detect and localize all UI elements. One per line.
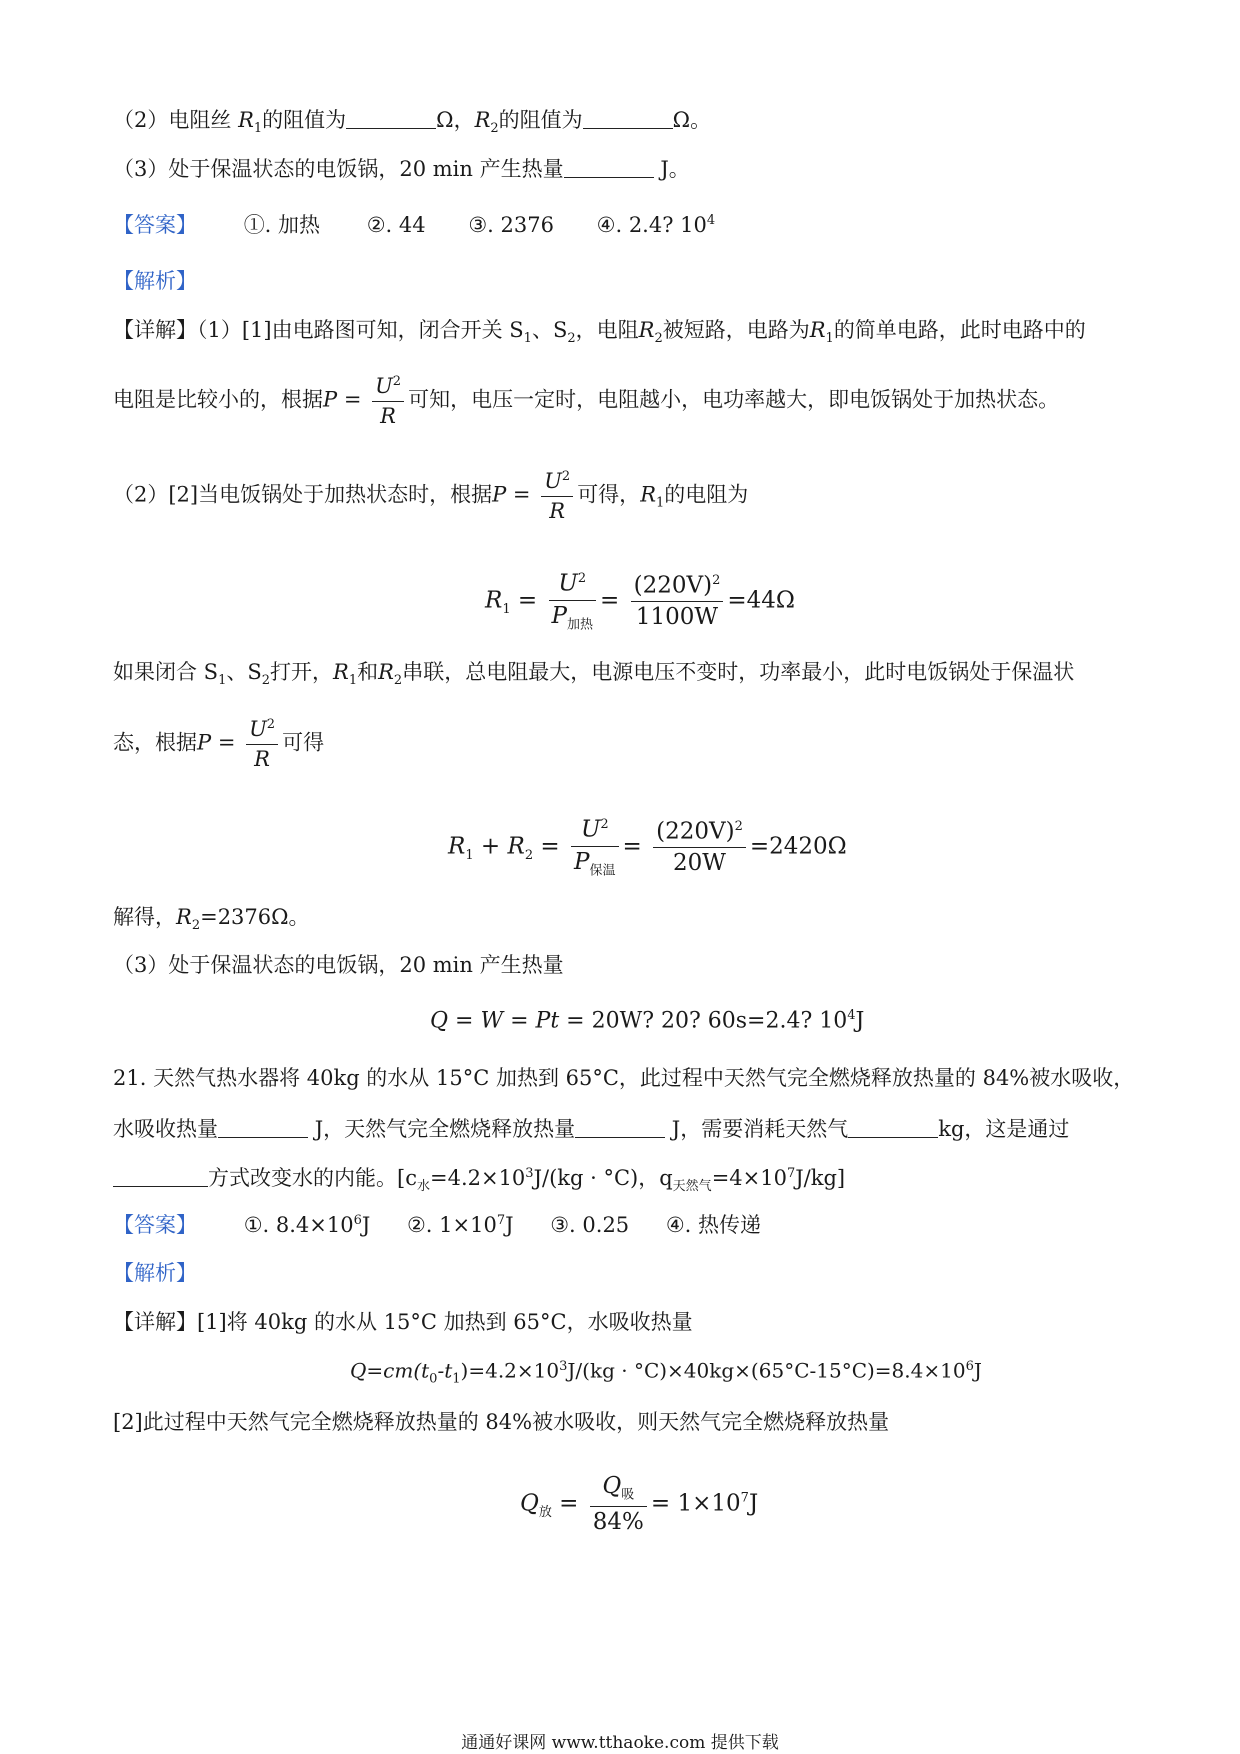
equation-r1-r2: $R_1 + R_2$ = $\frac{U^2}{P_{保温}}$ = $\frac{(220V)^2}{20W}$ =2420Ω <box>448 816 847 879</box>
q21-equation-2: $Q_放$ = $\frac{Q_吸}{84\%}$ = $1\times 10^7J$ <box>520 1473 759 1535</box>
answer-blank[interactable] <box>113 1166 208 1187</box>
answer-blank[interactable] <box>218 1117 308 1138</box>
q20-part3: （3）处于保温状态的电饭锅，20 min 产生热量 J。 <box>113 157 690 181</box>
answer-tag: 【答案】 <box>113 213 197 237</box>
page-footer: 通通好课网 www.tthaoke.com 提供下载 <box>461 1733 779 1753</box>
q20-detail-4: 如果闭合 $S_1$、$S_2$打开，$R_1$和$R_2$串联，总电阻最大，电源电压不变时，功率最小，此时电饭锅处于保温状 <box>113 660 1075 689</box>
answer-blank[interactable] <box>583 108 673 129</box>
q21-answer: 【答案】 ①. $8.4\times 10^6J$ ②. $1\times 10^7J$ ③. 0.25 ④. 热传递 <box>113 1213 762 1237</box>
analysis-tag: 【解析】 <box>113 269 197 293</box>
q20-detail-2: 电阻是比较小的，根据P = $\frac{U^2}{R}$ 可知，电压一定时，电阻越小，电功率越大，即电饭锅处于加热状态。 <box>113 374 1060 428</box>
equation-r1: $R_1$ = $\frac{U^2}{P_{加热}}$ = $\frac{(220V)^2}{1100W}$ =44Ω <box>485 570 795 633</box>
q21-stem-3: 方式改变水的内能。[$c_水=4.2\times 10^3J/(kg \cdot ^\circ C)$，$q_{天然气}=4\times 10^7J/kg$] <box>113 1166 845 1193</box>
q21-stem-1: 21. 天然气热水器将 40kg 的水从 15°C 加热到 65°C，此过程中天然气完全燃烧释放热量的 84%被水吸收， <box>113 1066 1135 1090</box>
q20-detail-1: 【详解】（1）[1]由电路图可知，闭合开关 $S_1$、$S_2$，电阻$R_2$被短路，电路为$R_1$的简单电路，此时电路中的 <box>113 318 1086 347</box>
q21-stem-2: 水吸收热量 J，天然气完全燃烧释放热量 J，需要消耗天然气 kg，这是通过 <box>113 1117 1070 1141</box>
answer-blank[interactable] <box>575 1117 665 1138</box>
power-formula: $\frac{U^2}{R}$ <box>246 718 278 770</box>
q20-detail-6: 解得，$R_2=2376\Omega$。 <box>113 905 310 934</box>
power-formula: $\frac{U^2}{R}$ <box>541 470 573 522</box>
power-formula: $\frac{U^2}{R}$ <box>372 375 404 427</box>
q20-detail-5: 态，根据P = $\frac{U^2}{R}$ 可得 <box>113 717 325 771</box>
answer-blank[interactable] <box>564 157 654 178</box>
q20-answer: 【答案】 ①. 加热 ②. 44 ③. 2376 ④. 2.4? $10^4$ <box>113 213 716 237</box>
answer-blank[interactable] <box>848 1117 938 1138</box>
q20-detail-3: （2）[2]当电饭锅处于加热状态时，根据P = $\frac{U^2}{R}$ 可得，$R_1$的电阻为 <box>113 469 749 523</box>
answer-blank[interactable] <box>346 108 436 129</box>
equation-heat: Q = W = Pt = 20W? 20? 60s=2.4? $10^4J$ <box>430 1008 865 1034</box>
q21-detail-2: [2]此过程中天然气完全燃烧释放热量的 84%被水吸收，则天然气完全燃烧释放热量 <box>113 1410 890 1434</box>
q20-part2: （2）电阻丝 $R_1$的阻值为 Ω，$R_2$的阻值为 Ω。 <box>113 108 712 137</box>
q20-detail-7: （3）处于保温状态的电饭锅，20 min 产生热量 <box>113 953 564 977</box>
q21-detail-1: 【详解】[1]将 40kg 的水从 15°C 加热到 65°C，水吸收热量 <box>113 1310 693 1334</box>
q21-equation-1: $Q=cm(t_0-t_1)=4.2\times 10^3J/(kg \cdot ^\circ C)\times 40kg\times(65^\circ C-15^\circ C)=8.4\times 10^6J$ <box>350 1358 982 1387</box>
q21-analysis-tag: 【解析】 <box>113 1261 197 1285</box>
